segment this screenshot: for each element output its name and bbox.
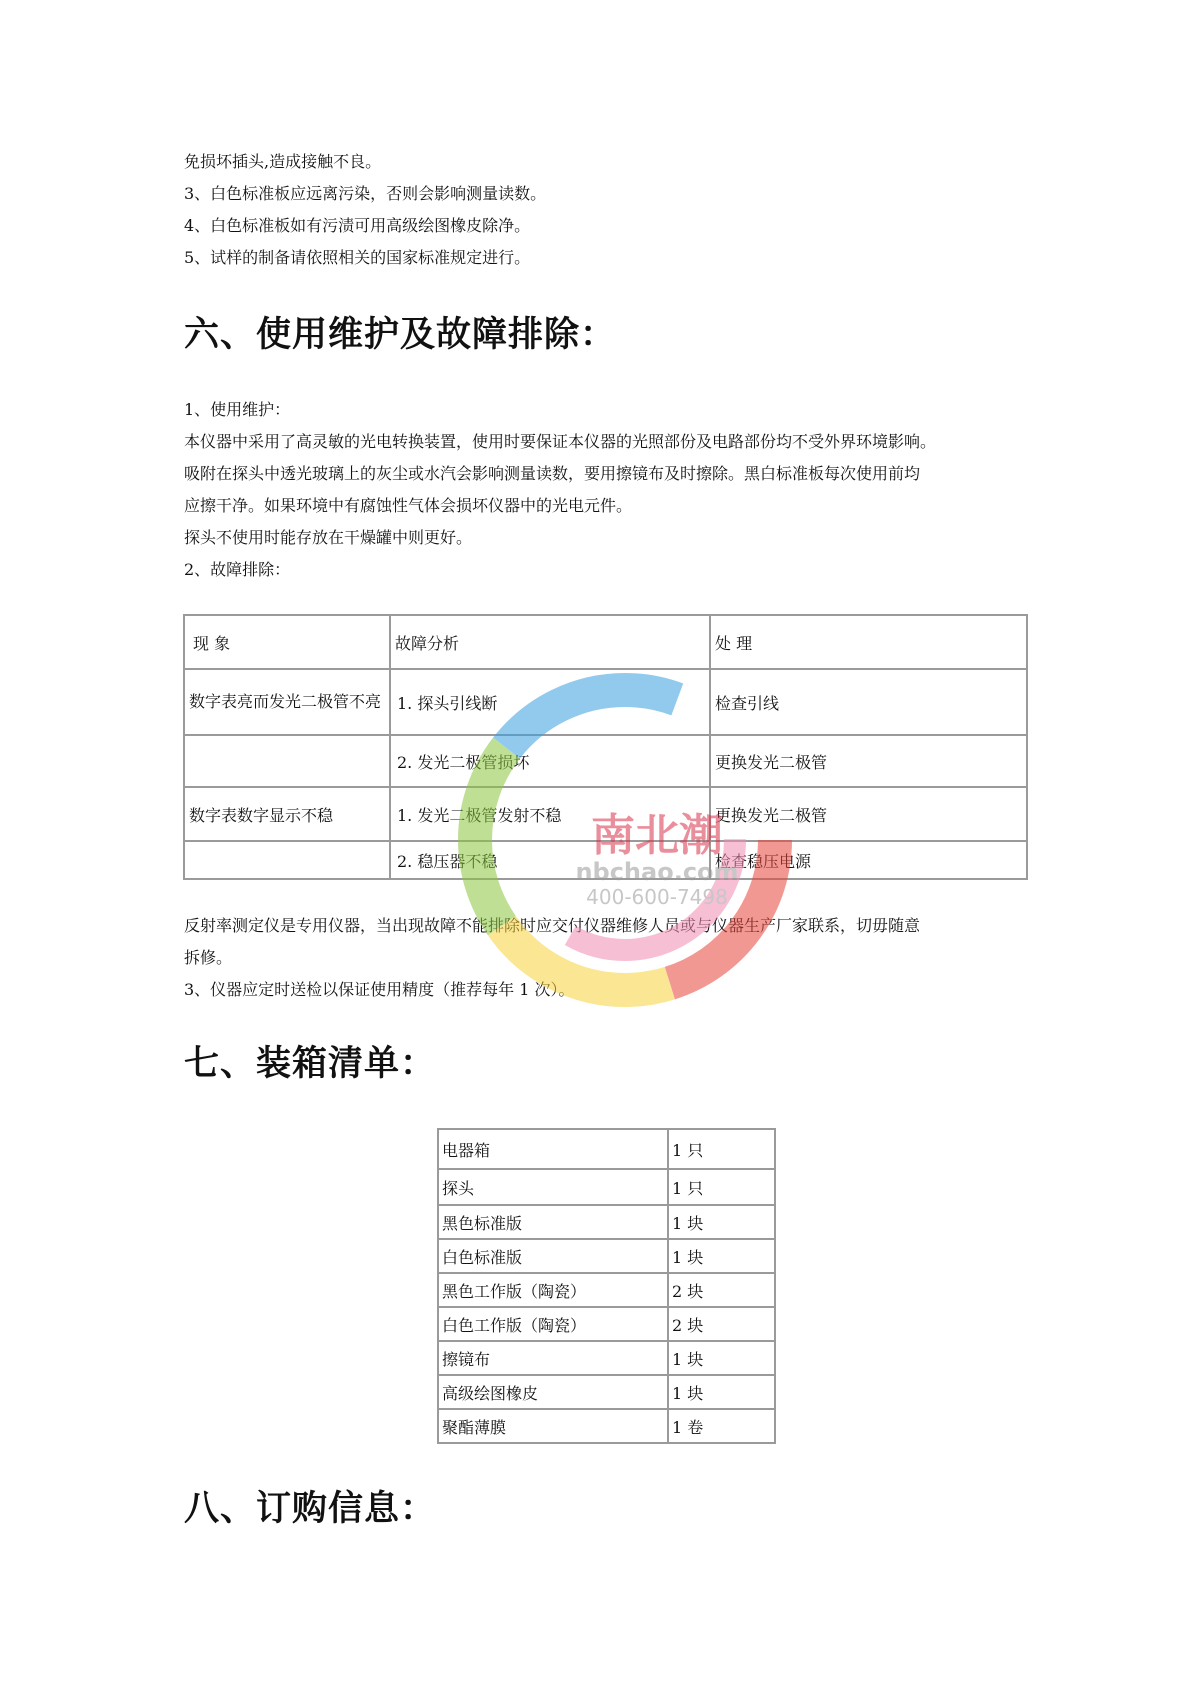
section-7-heading: 七、装箱清单： bbox=[184, 1044, 437, 1084]
table-cell: 2. 稳压器不稳 bbox=[390, 841, 710, 879]
item-name: 高级绘图橡皮 bbox=[438, 1375, 668, 1409]
item-qty: 1 块 bbox=[668, 1239, 775, 1273]
table-row bbox=[184, 669, 1027, 735]
item-qty: 1 块 bbox=[668, 1341, 775, 1375]
subheading-troubleshooting: 2、故障排除： bbox=[184, 560, 291, 579]
paragraph-line: 反射率测定仪是专用仪器，当出现故障不能排除时应交付仪器维修人员或与仪器生产厂家联系，切毋随意 bbox=[184, 916, 921, 935]
table-row bbox=[438, 1375, 775, 1409]
intro-line: 免损坏插头,造成接触不良。 bbox=[184, 152, 382, 171]
item-name: 电器箱 bbox=[438, 1129, 668, 1169]
table-header-cell: 处 理 bbox=[710, 615, 1027, 669]
table-cell bbox=[184, 841, 390, 879]
table-cell: 1. 探头引线断 bbox=[390, 669, 710, 735]
paragraph-line: 应擦干净。如果环境中有腐蚀性气体会损坏仪器中的光电元件。 bbox=[184, 496, 633, 515]
table-header-cell: 故障分析 bbox=[390, 615, 710, 669]
paragraph-line: 吸附在探头中透光玻璃上的灰尘或水汽会影响测量读数，要用擦镜布及时擦除。黑白标准板每次使用前均 bbox=[184, 464, 921, 483]
table-header-cell: 现 象 bbox=[184, 615, 390, 669]
item-name: 白色工作版（陶瓷） bbox=[438, 1307, 668, 1341]
item-qty: 2 块 bbox=[668, 1273, 775, 1307]
watermark-site: nbchao.com bbox=[575, 858, 739, 886]
table-row bbox=[184, 735, 1027, 787]
table-cell: 2. 发光二极管损坏 bbox=[390, 735, 710, 787]
item-qty: 2 块 bbox=[668, 1307, 775, 1341]
item-qty: 1 块 bbox=[668, 1375, 775, 1409]
subheading-maintenance: 1、使用维护： bbox=[184, 400, 291, 419]
table-cell: 数字表数字显示不稳 bbox=[184, 787, 390, 841]
section-8-heading: 八、订购信息： bbox=[184, 1489, 437, 1529]
item-name: 白色标准版 bbox=[438, 1239, 668, 1273]
section-6-heading: 六、使用维护及故障排除： bbox=[184, 315, 617, 355]
item-qty: 1 只 bbox=[668, 1129, 775, 1169]
table-header-row bbox=[184, 615, 1027, 669]
table-cell: 1. 发光二极管发射不稳 bbox=[390, 787, 710, 841]
item-name: 探头 bbox=[438, 1169, 668, 1205]
table-cell bbox=[184, 735, 390, 787]
watermark-brand: 南北潮 bbox=[591, 810, 723, 861]
paragraph-line: 拆修。 bbox=[184, 948, 233, 967]
table-row bbox=[184, 841, 1027, 879]
table-cell: 更换发光二极管 bbox=[710, 787, 1027, 841]
intro-line: 3、白色标准板应远离污染，否则会影响测量读数。 bbox=[184, 184, 547, 203]
table-cell: 检查引线 bbox=[710, 669, 1027, 735]
table-cell: 数字表亮而发光二极管不亮 bbox=[184, 669, 390, 735]
item-qty: 1 卷 bbox=[668, 1409, 775, 1443]
item-name: 擦镜布 bbox=[438, 1341, 668, 1375]
table-row bbox=[438, 1239, 775, 1273]
table-row bbox=[184, 787, 1027, 841]
watermark-phone: 400-600-7498 bbox=[586, 885, 728, 909]
item-name: 黑色标准版 bbox=[438, 1205, 668, 1239]
table-cell: 更换发光二极管 bbox=[710, 735, 1027, 787]
paragraph-line: 探头不使用时能存放在干燥罐中则更好。 bbox=[184, 528, 473, 547]
item-qty: 1 只 bbox=[668, 1169, 775, 1205]
table-row bbox=[438, 1169, 775, 1205]
item-name: 聚酯薄膜 bbox=[438, 1409, 668, 1443]
table-row bbox=[438, 1341, 775, 1375]
table-row bbox=[438, 1205, 775, 1239]
item-name: 黑色工作版（陶瓷） bbox=[438, 1273, 668, 1307]
troubleshooting-table bbox=[183, 614, 1028, 880]
table-row bbox=[438, 1129, 775, 1169]
packing-list-table bbox=[437, 1128, 776, 1444]
paragraph-line: 本仪器中采用了高灵敏的光电转换装置，使用时要保证本仪器的光照部份及电路部份均不受外界环境影响。 bbox=[184, 432, 937, 451]
table-cell: 检查稳压电源 bbox=[710, 841, 1027, 879]
paragraph-line: 3、仪器应定时送检以保证使用精度（推荐每年 1 次）。 bbox=[184, 980, 575, 999]
table-row bbox=[438, 1273, 775, 1307]
table-row bbox=[438, 1307, 775, 1341]
intro-line: 5、试样的制备请依照相关的国家标准规定进行。 bbox=[184, 248, 531, 267]
table-row bbox=[438, 1409, 775, 1443]
item-qty: 1 块 bbox=[668, 1205, 775, 1239]
intro-line: 4、白色标准板如有污渍可用高级绘图橡皮除净。 bbox=[184, 216, 531, 235]
